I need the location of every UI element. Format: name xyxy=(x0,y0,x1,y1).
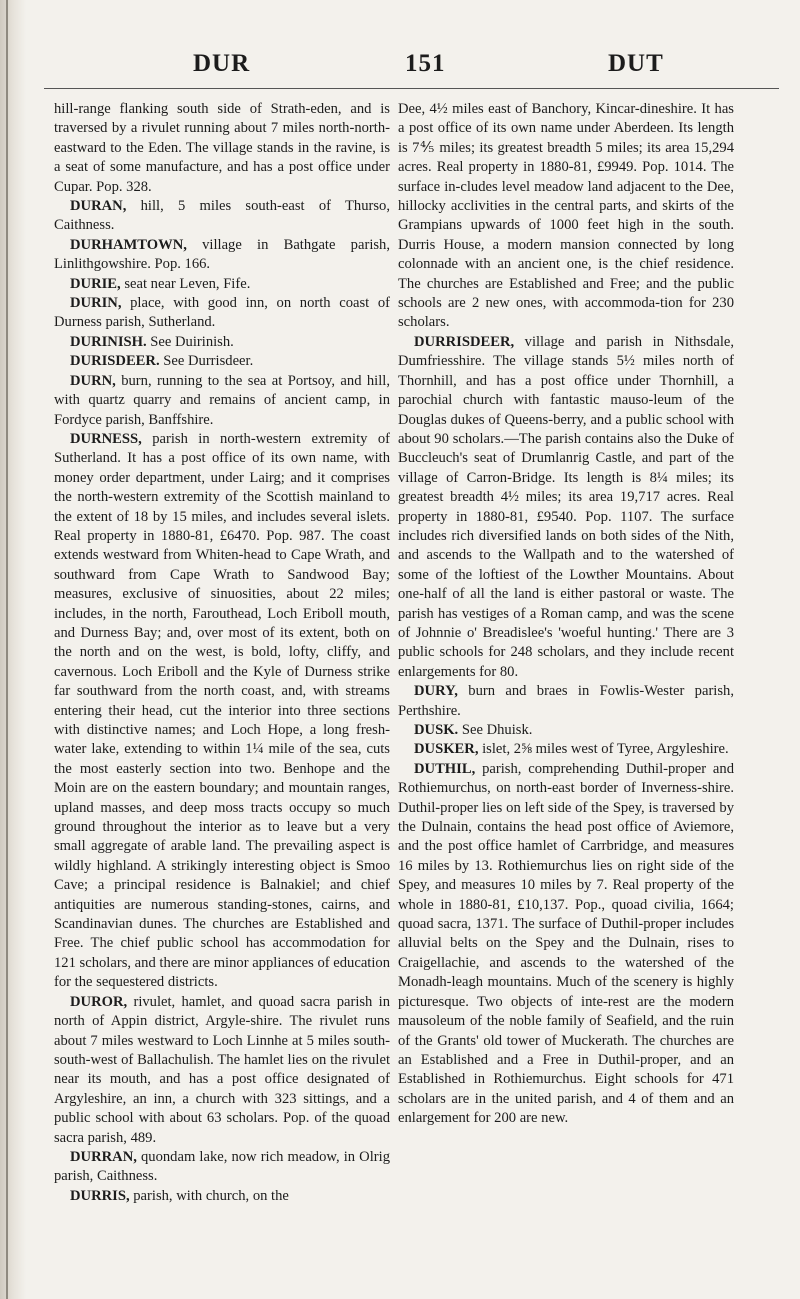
gazetteer-entry xyxy=(54,430,390,993)
entry-headword: DUSKER, xyxy=(414,741,479,758)
entry-headword: DURRIS, xyxy=(70,1187,130,1204)
entry-text: hill-range flanking south side of Strath-eden, and is traversed by a rivulet running about 7 miles north-north-eastward to the Eden. The village stands in the ravine, is a seat of some manufacture, and has a post office under Cupar. Pop. 328. xyxy=(54,101,390,195)
entry-text: seat near Leven, Fife. xyxy=(120,275,251,292)
entry-headword: DURY, xyxy=(414,683,458,700)
entry-text: burn and braes in Fowlis-Wester parish, Perthshire. xyxy=(398,683,734,719)
gazetteer-entry xyxy=(398,682,734,721)
entry-text: village and parish in Nithsdale, Dumfriesshire. The village stands 5½ miles north of Thornhill, and has a post office under Thornhill, a parochial church with fantastic mauso-leum of the Douglas dukes of Queens-berry, and a public school with about 90 scholars.—The parish contains also the Duke of Buccleuch's seat of Drumlanrig Castle, and part of the village of Carron-Bridge. Its length is 8¼ miles; its greatest breadth 4½ miles; its area 19,717 acres. Real property in 1880-81, £9540. Pop. 1107. The surface includes rich diversified lands on both sides of the Nith, and ascends to the Wallpath and to the watershed of some of the loftiest of the Lowther Mountains. About one-half of all the land is either pastoral or waste. The parish has vestiges of a Roman camp, and was the scene of Johnnie o' Breadislee's 'woeful hunting.' There are 3 public schools for 248 scholars, and they include recent enlargements for 80. xyxy=(398,333,734,680)
entry-headword: DURINISH. xyxy=(70,333,147,350)
gazetteer-entry xyxy=(54,294,390,333)
gazetteer-entry xyxy=(54,333,390,352)
entry-text: parish, with church, on the xyxy=(129,1187,289,1204)
left-column xyxy=(54,100,390,1206)
gazetteer-entry xyxy=(398,100,734,333)
entry-text: rivulet, hamlet, and quoad sacra parish in north of Appin district, Argyle-shire. The rivulet runs about 7 miles westward to Loch Linnhe at 5 miles south-south-west of Ballachulish. The hamlet lies on the rivulet near its mouth, and has a post office designated of Argyleshire, an inn, a church with 323 sittings, and a public school with about 63 scholars. Pop. of the quoad sacra parish, 489. xyxy=(54,993,390,1146)
entry-headword: DURISDEER. xyxy=(70,353,160,370)
running-header xyxy=(40,50,780,80)
page-number: 151 xyxy=(405,50,446,77)
gazetteer-entry xyxy=(54,352,390,371)
entry-headword: DURRAN, xyxy=(70,1148,137,1165)
right-column xyxy=(398,100,734,1129)
gazetteer-entry xyxy=(54,372,390,430)
entry-headword: DUROR, xyxy=(70,993,128,1010)
page-binding-edge xyxy=(0,0,26,1299)
entry-headword: DURAN, xyxy=(70,198,127,215)
entry-text: village in Bathgate parish, Linlithgowshire. Pop. 166. xyxy=(54,236,390,273)
gazetteer-entry xyxy=(398,721,734,740)
gazetteer-entry xyxy=(54,197,390,236)
entry-headword: DURNESS, xyxy=(70,430,142,447)
gazetteer-entry xyxy=(54,993,390,1148)
entry-text: hill, 5 miles south-east of Thurso, Caithness. xyxy=(54,198,390,234)
entry-text: islet, 2⅝ miles west of Tyree, Argyleshire. xyxy=(478,741,729,758)
entry-headword: DUTHIL, xyxy=(414,760,476,777)
gazetteer-entry xyxy=(54,1187,390,1206)
gazetteer-entry xyxy=(398,740,734,759)
entry-text: See Duirinish. xyxy=(146,333,234,350)
header-last-entry: DUT xyxy=(608,50,664,77)
header-rule xyxy=(44,88,779,89)
gazetteer-entry xyxy=(54,236,390,275)
entry-text: Dee, 4½ miles east of Banchory, Kincar-dineshire. It has a post office of its own name under Aberdeen. Its length is 7⅘ miles; its greatest breadth 5 miles; its area 15,294 acres. Real property in 1880-81, £9949. Pop. 1014. The surface in-cludes level meadow land adjacent to the Dee, hillocky acclivities in the central parts, and skirts of the Grampians upwards of 1000 feet high in the south. Durris House, a modern mansion connected by long colonnade with an ancient one, is the chief residence. The churches are Established and Free; and the public schools are 2 new ones, with accommoda-tion for 230 scholars. xyxy=(398,101,734,331)
entry-text: See Durrisdeer. xyxy=(159,353,254,370)
entry-headword: DURHAMTOWN, xyxy=(70,236,187,253)
entry-headword: DUSK. xyxy=(414,722,459,738)
entry-text: place, with good inn, on north coast of Durness parish, Sutherland. xyxy=(54,295,390,331)
entry-headword: DURRISDEER, xyxy=(414,333,515,350)
entry-headword: DURIE, xyxy=(70,275,121,292)
header-first-entry: DUR xyxy=(193,50,251,77)
entry-text: burn, running to the sea at Portsoy, and hill, with quartz quarry and remains of ancient camp, in Fordyce parish, Banffshire. xyxy=(54,372,390,428)
gazetteer-entry xyxy=(54,1148,390,1187)
gazetteer-entry xyxy=(398,760,734,1129)
gazetteer-entry xyxy=(54,100,390,197)
entry-text: See Dhuisk. xyxy=(458,722,533,738)
entry-text: parish, comprehending Duthil-proper and Rothiemurchus, on north-east border of Inverness-shire. Duthil-proper lies on left side of the Spey, is traversed by the Dulnain, contains the head post office of Aviemore, and the post office hamlet of Carrbridge, and measures 16 miles by 13. Rothiemurchus lies on right side of the Spey, and measures 10 miles by 7. Real property of the whole in 1880-81, £10,137. Pop., quoad civilia, 1664; quoad sacra, 1371. The surface of Duthil-proper includes alluvial belts on the Spey and the Dulnain, rises to Craigellachie, and ascends to the watershed of the Monadh-leagh mountains. Much of the scenery is highly picturesque. Two objects of inte-rest are the modern mausoleum of the noble family of Seafield, and the ruin of the Grants' old tower of Muckerath. The churches are an Established and a Free in Duthil-proper, and an Established in Rothiemurchus. Eight schools for 471 scholars are in the united parish, and 4 of them and an enlargement for 200 are new. xyxy=(398,760,734,1127)
entry-headword: DURIN, xyxy=(70,295,122,312)
entry-text: parish in north-western extremity of Sutherland. It has a post office of its own name, with money order department, under Lairg; and it comprises the north-western extremity of the Scottish mainland to the extent of 18 by 15 miles, and includes several islets. Real property in 1880-81, £6470. Pop. 987. The coast extends westward from Whiten-head to Cape Wrath, and southward from Cape Wrath to Sandwood Bay; measures, exclusive of sinuosities, about 22 miles; includes, in the north, Farouthead, Loch Eriboll mouth, and Durness Bay; and, over most of its extent, both on the north and on the west, is bold, lofty, cliffy, and cavernous. Loch Eriboll and the Kyle of Durness strike far southward from the north coast, and, with streams entering their head, cut the interior into three sections with distinctive names; and Loch Hope, a long fresh-water lake, extending to within 1¼ mile of the sea, cuts the most easterly section into two. Benhope and the Moin are on the eastern boundary; and mountain ranges, upland masses, and deep moss tracts occupy so much ground throughout the interior as to leave but a very small aggregate of arable land. The prevailing aspect is wildly highland. A strikingly interesting object is Smoo Cave; a principal residence is Balnakiel; and chief antiquities are numerous standing-stones, cairns, and Scandinavian dunes. The churches are Established and Free. The chief public school has accommodation for 121 scholars, and there are minor appliances of education for the sequestered districts. xyxy=(54,430,390,991)
entry-text: quondam lake, now rich meadow, in Olrig parish, Caithness. xyxy=(54,1148,390,1185)
gazetteer-entry xyxy=(54,275,390,294)
entry-headword: DURN, xyxy=(70,372,116,389)
gazetteer-entry xyxy=(398,333,734,682)
